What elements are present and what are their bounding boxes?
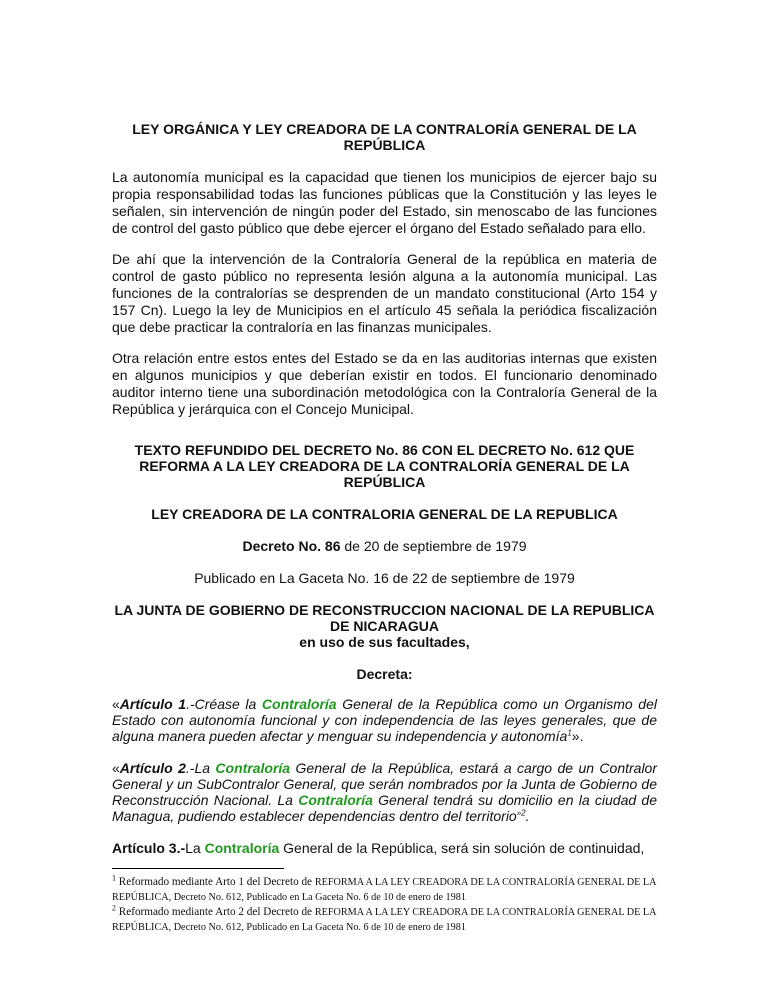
facultades-line: en uso de sus facultades,: [299, 634, 470, 650]
text: .-Créase la: [186, 696, 262, 712]
document-title: LEY ORGÁNICA Y LEY CREADORA DE LA CONTRALORÍA GENERAL DE LA REPÚBLICA: [132, 121, 637, 153]
paragraph: De ahí que la intervención de la Contraloría General de la república en materia de control de gasto público no representa lesión alguna a la autonomía municipal. Las funciones de la contralorías se desprenden de un mandato constitucional (Arto 154 y 157 Cn). Luego la ley de Municipios en el artículo 45 señala la periódica fiscalización que debe practicar la contraloría en las finanzas municipales.: [112, 251, 657, 335]
footnote-divider: [112, 868, 284, 869]
paragraph: Otra relación entre estos entes del Estado se da en las auditorias internas que existen en algunos municipios y que deberían existir en todos. El funcionario denominado auditor interno tiene una subordinación metodológica con la Contraloría General de la República y jerárquica con el Concejo Municipal.: [112, 350, 657, 417]
decreta-heading: Decreta:: [356, 666, 413, 682]
text: , Decreto No. 612, Publicado en La Gaceta No. 6 de 10 de enero de 1981: [168, 922, 466, 933]
article-label: Artículo 1: [119, 696, 187, 712]
articulo-1: [112, 696, 657, 744]
quote: «: [112, 696, 120, 712]
decreto-line: [112, 538, 657, 554]
publicado-line: Publicado en La Gaceta No. 16 de 22 de septiembre de 1979: [194, 570, 575, 586]
text: Reformado mediante Arto 1 del Decreto de: [118, 876, 315, 888]
text: General tendrá su domicilio en la ciudad de Managua, pudiendo establecer dependencias dentro del territorio: [112, 792, 657, 824]
paragraph: La autonomía municipal es la capacidad que tienen los municipios de ejercer bajo su propia responsabilidad todas las funciones públicas que la Constitución y las leyes le señalen, sin intervención de ningún poder del Estado, sin menoscabo de las funciones de control del gasto público que debe ejercer el órgano del Estado señalado para ello.: [112, 169, 657, 236]
quote: «: [112, 760, 120, 776]
highlight-term: Contraloría: [215, 760, 291, 776]
heading-texto-refundido: TEXTO REFUNDIDO DEL DECRETO No. 86 CON EL DECRETO No. 612 QUE REFORMA A LA LEY CREADORA DE LA CONTRALORÍA GENERAL DE LA REPÚBLICA: [134, 442, 635, 490]
heading-ley-creadora: LEY CREADORA DE LA CONTRALORIA GENERAL DE LA REPUBLICA: [151, 506, 618, 522]
junta-line: LA JUNTA DE GOBIERNO DE RECONSTRUCCION NACIONAL DE LA REPUBLICA DE NICARAGUA: [114, 602, 655, 634]
article-label: Artículo 3.-: [112, 840, 186, 856]
decreto-date: de 20 de septiembre de 1979: [340, 538, 527, 554]
footnote-ref[interactable]: »2: [516, 808, 526, 818]
highlight-term: Contraloría: [298, 792, 373, 808]
quote: ».: [571, 728, 584, 744]
footnote-1: [112, 875, 657, 905]
footnote-number: 1: [112, 873, 116, 883]
text: General de la República, será sin solución de continuidad,: [279, 840, 645, 856]
junta-heading: [112, 602, 657, 650]
highlight-term: Contraloría: [261, 696, 337, 712]
text: REFORMA A LA LEY CREADORA DE LA CONTRALORÍA GENERAL DE LA REPÚBLICA: [112, 877, 656, 903]
article-label: Artículo 2: [119, 760, 186, 776]
text: .-La: [185, 760, 216, 776]
articulo-3: [112, 840, 657, 856]
footnote-ref[interactable]: 1: [567, 728, 572, 738]
articulo-2: [112, 760, 657, 824]
highlight-term: Contraloría: [204, 840, 280, 856]
text: , Decreto No. 612, Publicado en La Gaceta No. 6 de 10 de enero de 1981: [168, 892, 466, 903]
text: REFORMA A LA LEY CREADORA DE LA CONTRALORÍA GENERAL DE LA REPÚBLICA: [112, 907, 656, 933]
text: La: [185, 840, 205, 856]
decreto-number: Decreto No. 86: [242, 538, 341, 554]
footnote-2: [112, 905, 657, 935]
footnote-number: 2: [112, 903, 116, 913]
text: General de la República, estará a cargo de un Contralor General y un SubContralor General, que serán nombrados por la Junta de Gobierno de Reconstrucción Nacional. La: [112, 760, 658, 808]
text: General de la República como un Organismo del Estado con autonomía funcional y con independencia de las leyes generales, que de alguna manera pueden afectar y menguar su independencia y autonomía: [112, 696, 657, 744]
text: Reformado mediante Arto 2 del Decreto de: [118, 906, 315, 918]
text: .: [525, 808, 530, 824]
